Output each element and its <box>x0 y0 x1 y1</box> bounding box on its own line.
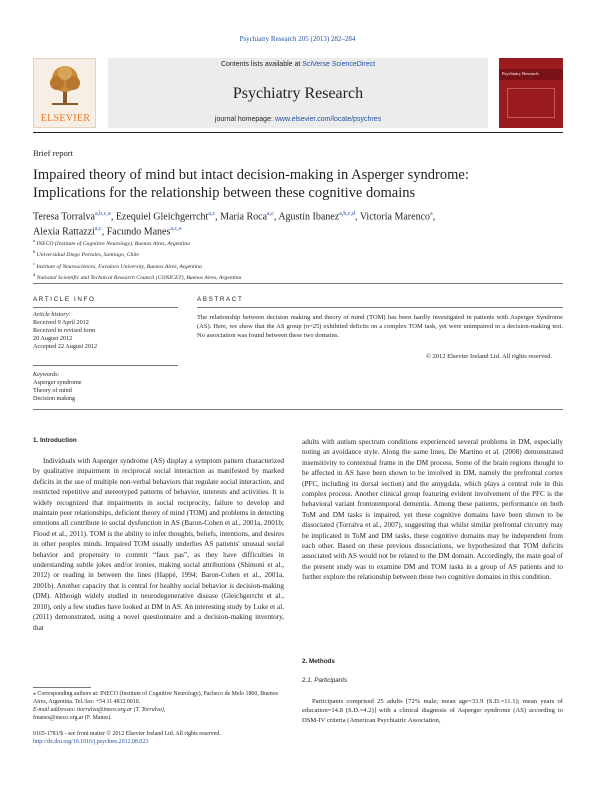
affiliation-list <box>33 237 563 282</box>
abstract-rule <box>197 307 563 308</box>
cover-title: Psychiatry Research <box>502 71 539 76</box>
article-info-heading: ARTICLE INFO <box>33 296 96 303</box>
author-separator: , <box>273 211 279 223</box>
affiliation-text: Institute of Neurosciences, Favaloro University, Buenos Aires, Argentina <box>35 263 202 270</box>
affiliation-marker: a <box>33 238 35 243</box>
affiliation-text: National Scientific and Technical Research Council (CONICET), Buenos Aires, Argentina <box>35 274 242 281</box>
article-history <box>33 311 183 351</box>
author-affiliation-marker[interactable]: a,c <box>267 211 274 217</box>
keyword-item: Asperger syndrome <box>33 379 82 386</box>
introduction-heading: 1. Introduction <box>33 437 77 444</box>
corresponding-footnote <box>33 690 284 722</box>
author-name: Agustín Ibanez <box>278 211 340 223</box>
affiliation-marker: b <box>33 249 36 255</box>
affiliation-item <box>33 260 563 271</box>
affiliation-item <box>33 248 563 259</box>
history-item: Accepted 22 August 2012 <box>33 343 98 350</box>
author-name: Facundo Manes <box>106 226 171 238</box>
author-separator: , <box>354 211 360 223</box>
masthead-center <box>108 58 488 128</box>
keywords <box>33 371 183 403</box>
author-name: Ezequiel Gleichgerrcht <box>115 211 209 223</box>
elsevier-logo <box>33 58 96 128</box>
author-affiliation-marker[interactable]: a,b,c,⁎ <box>95 211 111 217</box>
homepage-line <box>108 116 488 123</box>
article-title-line2: Implications for the relationship between these cognitive domains <box>33 185 416 201</box>
journal-masthead <box>33 58 563 128</box>
elsevier-tree-icon <box>46 63 84 107</box>
corresponding-author-note: ⁎ Corresponding authors at: INECO (Institute of Cognitive Neurology), Pacheco de Melo 1860, Buenos Aires, Argentina. Tel./fax: +54 11 4812 0010. <box>33 691 278 706</box>
affiliation-text: INECO (Institute of Cognitive Neurology), Buenos Aires, Argentina <box>35 240 190 247</box>
author-name: Teresa Torralva <box>33 211 95 223</box>
author-affiliation-marker[interactable]: a <box>430 211 433 217</box>
contents-line <box>108 61 488 68</box>
affiliation-marker: c <box>33 260 35 266</box>
email-addresses-cont[interactable]: fmanes@ineco.org.ar (F. Manes). <box>33 715 112 722</box>
author-separator: , <box>432 211 436 223</box>
affiliation-item <box>33 271 563 282</box>
article-title <box>33 166 563 202</box>
author-name: Alexia Rattazzi <box>33 226 95 238</box>
history-item: 20 August 2012 <box>33 335 73 342</box>
affiliation-item <box>33 237 563 248</box>
journal-homepage-link[interactable]: www.elsevier.com/locate/psychres <box>274 116 382 123</box>
author-affiliation-marker[interactable]: a,c,⁎ <box>170 226 182 233</box>
journal-cover-thumbnail <box>499 58 563 128</box>
author-separator: , <box>110 211 116 223</box>
cover-graphic <box>507 88 555 118</box>
author-name: María Roca <box>220 211 268 223</box>
sciencedirect-link[interactable]: SciVerse ScienceDirect <box>302 61 376 68</box>
affiliation-text: Universidad Diego Portales, Santiago, Chile <box>35 252 140 259</box>
article-type: Brief report <box>33 148 73 158</box>
author-separator: , <box>215 211 221 223</box>
author-affiliation-marker[interactable]: a,b,c,d <box>339 211 355 217</box>
abstract-heading: ABSTRACT <box>197 296 244 303</box>
header-rule <box>33 132 563 133</box>
author-list <box>33 208 563 239</box>
author-affiliation-marker[interactable]: a,c <box>94 226 102 233</box>
elsevier-wordmark: ELSEVIER <box>40 113 91 124</box>
footnote-rule <box>33 687 91 688</box>
email-addresses[interactable]: E-mail addresses: ttorralva@ineco.org.ar (T. Torralva), <box>33 707 166 714</box>
history-item: Received 9 April 2012 <box>33 319 89 326</box>
keywords-label: Keywords: <box>33 371 60 378</box>
introduction-paragraph: Individuals with Asperger syndrome (AS) display a symptom pattern characterized by qualitative impairment in reciprocal social interaction as manifested by marked deficits in the use of multiple non-verbal behaviors that regulate social interaction, and restricted repetitive and stereotyped patterns of behavior, interests and activities. It is widely recognized that impairments in social reciprocity, failure to develop and maintain peer relationships, deficient theory of mind (TOM) and problems in detecting emotions all contribute to social dysfunction in AS (Baron-Cohen et al., 2001a, 2001b; Flood et al., 2011). TOM is the ability to infer thoughts, beliefs, intentions, and desires in other peoples minds. Impaired TOM usually underlies AS patients' unusual social behavior and propensity to commit “faux pas”, as they have difficulties in understanding subtle jokes and/or ironies, making social attributions (Shimoni et al., 2012) or reading in between the lines (Happé, 1994; Baron-Cohen et al., 2001a, 2001b). Another capacity that is central for healthy social behavior is decision-making (DM). Although widely studied in neurodegenerative disease (Gleichgerrcht et al., 2010), only a few studies have looked at DM in AS. An interesting study by Luke et al. (2011) demonstrated, using a novel questionnaire and a decision-making inventory, that <box>33 457 284 632</box>
author-name: Victoria Marenco <box>359 211 431 223</box>
issn-line: 0165-1781/$ - see front matter © 2012 Elsevier Ireland Ltd. All rights reserved. <box>33 731 221 737</box>
abstract-copyright: © 2012 Elsevier Ireland Ltd. All rights reserved. <box>425 353 552 360</box>
homepage-prefix: journal homepage: <box>214 116 275 123</box>
author-affiliation-marker[interactable]: a,c <box>208 211 216 217</box>
column2-paragraph: adults with autism spectrum conditions experienced several problems in DM, especially noting an avoidance style. Along the same lines, De Martino et al. (2008) demonstrated insensitivity to contextual frame in the DM process. Some of the brain regions thought to be affected in AS have been shown to be involved in DM, namely the prefrontal cortex (PFC, including its dorsal section) and the amygdala, which plays a central role in this complex process. Another clinical group featuring evident involvement of the PFC is the behavioral variant frontotemporal dementia. Among these patients, performance on both ToM and DM tasks is impaired, yet these cognitive domains have been shown to be dissociated (Torralva et al., 2007), suggesting that whilst similar prefrontal circuitry may be implicated in ToM and DM tasks, these cognitive domains may be independent from each other. Based on these previous dissociations, we hypothesized that TOM deficits associated with AS would not be related to the DM domain. Accordingly, the main goal of the present study was to examine DM and TOM tasks in a group of AS patients and to further explore the relationship between these two cognitive domains in this condition. <box>302 438 563 582</box>
front-matter-footer <box>33 730 333 746</box>
participants-paragraph: Participants comprised 25 adults [72% male; mean age=33.9 (S.D.=11.1); mean years of education=14.8 (S.D.=4.2)] with a clinical diagnosis of Asperger syndrome (AS) according to DSM-IV criteria (American Psychiatric Association, <box>302 698 563 724</box>
contents-prefix: Contents lists available at <box>220 61 303 68</box>
affiliation-marker: d <box>33 271 36 277</box>
keyword-item: Decision making <box>33 395 76 402</box>
methods-heading: 2. Methods <box>302 658 335 665</box>
history-item: Received in revised form <box>33 327 96 334</box>
front-matter-rule <box>33 283 563 284</box>
journal-citation[interactable]: Psychiatry Research 205 (2013) 282–284 <box>239 35 356 43</box>
abstract-bottom-rule <box>33 409 563 410</box>
doi-link[interactable]: http://dx.doi.org/10.1016/j.psychres.2012.08.023 <box>33 739 149 746</box>
article-history-label: Article history: <box>33 311 71 318</box>
abstract-text: The relationship between decision making and theory of mind (TOM) has been hardly investigated in patients with Asperger Syndrome (AS). Here, we show that the AS group (n=25) exhibited deficits on a complex TOM task, yet were unimpaired in a decision-making test. No association was found between these two domains. <box>197 314 563 340</box>
participants-heading: 2.1. Participants <box>302 677 348 684</box>
journal-title: Psychiatry Research <box>232 85 364 102</box>
keyword-item: Theory of mind <box>33 387 72 394</box>
keywords-rule <box>33 365 178 366</box>
article-title-line1: Impaired theory of mind but intact decision-making in Asperger syndrome: <box>33 167 469 183</box>
author-separator: , <box>101 226 107 238</box>
article-info-rule <box>33 307 178 308</box>
